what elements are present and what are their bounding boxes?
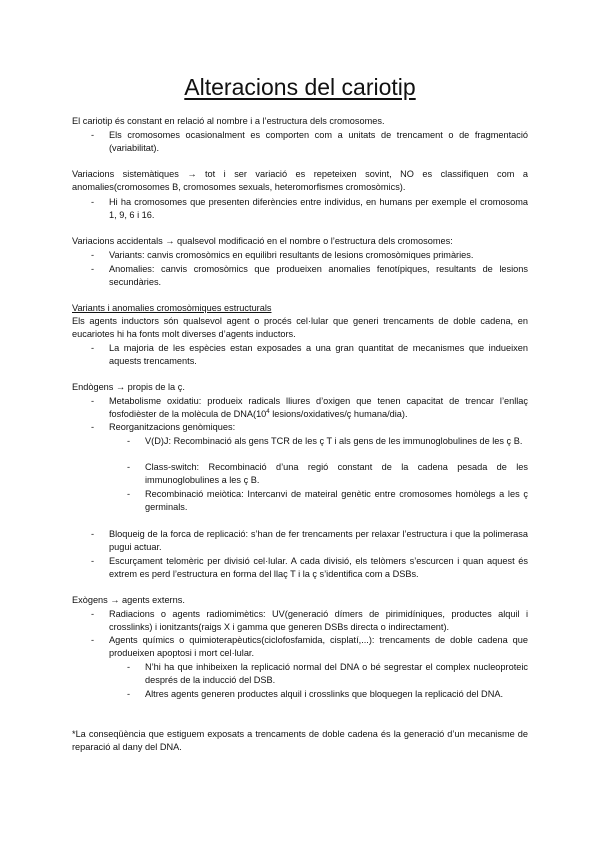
escurcament-bullet: Escurçament telomèric per divisió cel·lular. A cada divisió, els telòmers s’escurcen i quan aquest és extrem es perd l’estructura en forma del llaç T i la ç s’identifica com a DSBs. [109, 556, 528, 580]
sub-bullet-dash: - [127, 662, 131, 672]
accidentals-text: Variacions accidentals → qualsevol modificació en el nombre o l’estructura dels cromosomes: [72, 236, 453, 246]
sub-bullet-dash: - [127, 689, 131, 699]
endogens-heading: Endògens → propis de la ç. [72, 382, 185, 392]
page-title: Alteracions del cariotip [184, 74, 416, 100]
meiotica-sub-bullet: Recombinació meiòtica: Intercanvi de mateiral genètic entre cromosomes homòlegs a les ç germinals. [145, 489, 528, 513]
bullet-dash: - [91, 396, 95, 406]
bullet-dash: - [91, 250, 95, 260]
bullet-dash: - [91, 130, 95, 140]
bullet-dash: - [91, 529, 95, 539]
class-switch-sub-bullet: Class-switch: Recombinació d’una regió constant de la cadena pesada de les immunoglobulines a les ç B. [145, 462, 528, 486]
bullet-dash: - [91, 422, 95, 432]
intro-text: El cariotip és constant en relació al nombre i a l’estructura dels cromosomes. [72, 116, 385, 126]
accidentals-bullet: Anomalies: canvis cromosòmics que produeixen anomalies fenotípiques, resultants de lesions secundàries. [109, 264, 528, 288]
sub-bullet-dash: - [127, 462, 131, 472]
sistematiques-bullet: Hi ha cromosomes que presenten diferències entre individus, en humans per exemple el cromosoma 1, 9, 6 i 16. [109, 197, 528, 221]
bullet-dash: - [91, 264, 95, 274]
metabolisme-text-a: Metabolisme oxidatiu: produeix radicals lliures d’oxigen que tenen capacitat de trencar l’enllaç fosfodièster de la molècula de DNA(10 [109, 396, 528, 420]
sub-bullet-dash: - [127, 436, 131, 446]
reorganitzacions-bullet: Reorganitzacions genòmiques: [109, 422, 236, 432]
accidentals-bullet: Variants: canvis cromosòmics en equilibri resultants de lesions cromosòmiques primàries. [109, 250, 474, 260]
quimics-bullet: Agents químics o quimioterapèutics(ciclofosfamida, cisplatí,...): trencaments de doble cadena que produeixen apoptosi i mort cel·lular. [109, 635, 528, 659]
sub-bullet-dash: - [127, 489, 131, 499]
intro-bullet: Els cromosomes ocasionalment es comporten com a unitats de trencament o de fragmentació (variabilitat). [109, 130, 528, 154]
bullet-dash: - [91, 635, 95, 645]
bloqueig-bullet: Bloqueig de la forca de replicació: s’han de fer trencaments per relaxar l’estructura i que la polimerasa pugui actuar. [109, 529, 528, 553]
exogens-heading: Exògens → agents externs. [72, 595, 185, 605]
radiacions-bullet: Radiacions o agents radiomimètics: UV(generació dímers de pirimidíniques, productes alquil i crosslinks) i ionitzants(raigs X i gamma que generen DSBs directa o indirectament). [109, 609, 528, 633]
bullet-dash: - [91, 609, 95, 619]
conclusion-note: *La conseqüència que estiguem exposats a trencaments de doble cadena és la generació d’un mecanisme de reparació al dany del DNA. [72, 729, 528, 753]
estructurals-heading: Variants i anomalies cromosòmiques estructurals [72, 303, 272, 313]
bullet-dash: - [91, 197, 95, 207]
estructurals-text: Els agents inductors són qualsevol agent o procés cel·lular que generi trencaments de doble cadena, en eucariotes hi ha fonts molt diverses d’agents inductors. [72, 316, 528, 340]
alquil-sub-bullet: Altres agents generen productes alquil i crosslinks que bloquegen la replicació del DNA. [145, 689, 504, 699]
sistematiques-text: Variacions sistemàtiques → tot i ser variació es repeteixen sovint, NO es classifiquen com a anomalies(cromosomes B, cromosomes sexuals, heteromorfismes cromosòmics). [72, 169, 528, 193]
vdj-sub-bullet: V(D)J: Recombinació als gens TCR de les ç T i als gens de les immunoglobulines de les ç B. [145, 436, 523, 446]
estructurals-bullet: La majoria de les espècies estan exposades a una gran quantitat de mecanismes que indueixen aquests trencaments. [109, 343, 528, 367]
metabolisme-exponent: 4 [266, 409, 270, 416]
metabolisme-text-b: lesions/oxidatives/ç humana/dia). [269, 409, 408, 420]
metabolisme-bullet [109, 395, 528, 422]
bullet-dash: - [91, 343, 95, 353]
inhibeixen-sub-bullet: N’hi ha que inhibeixen la replicació normal del DNA o bé segrestar el complex nucleoproteic després de la inducció del DSB. [145, 662, 528, 686]
bullet-dash: - [91, 556, 95, 566]
